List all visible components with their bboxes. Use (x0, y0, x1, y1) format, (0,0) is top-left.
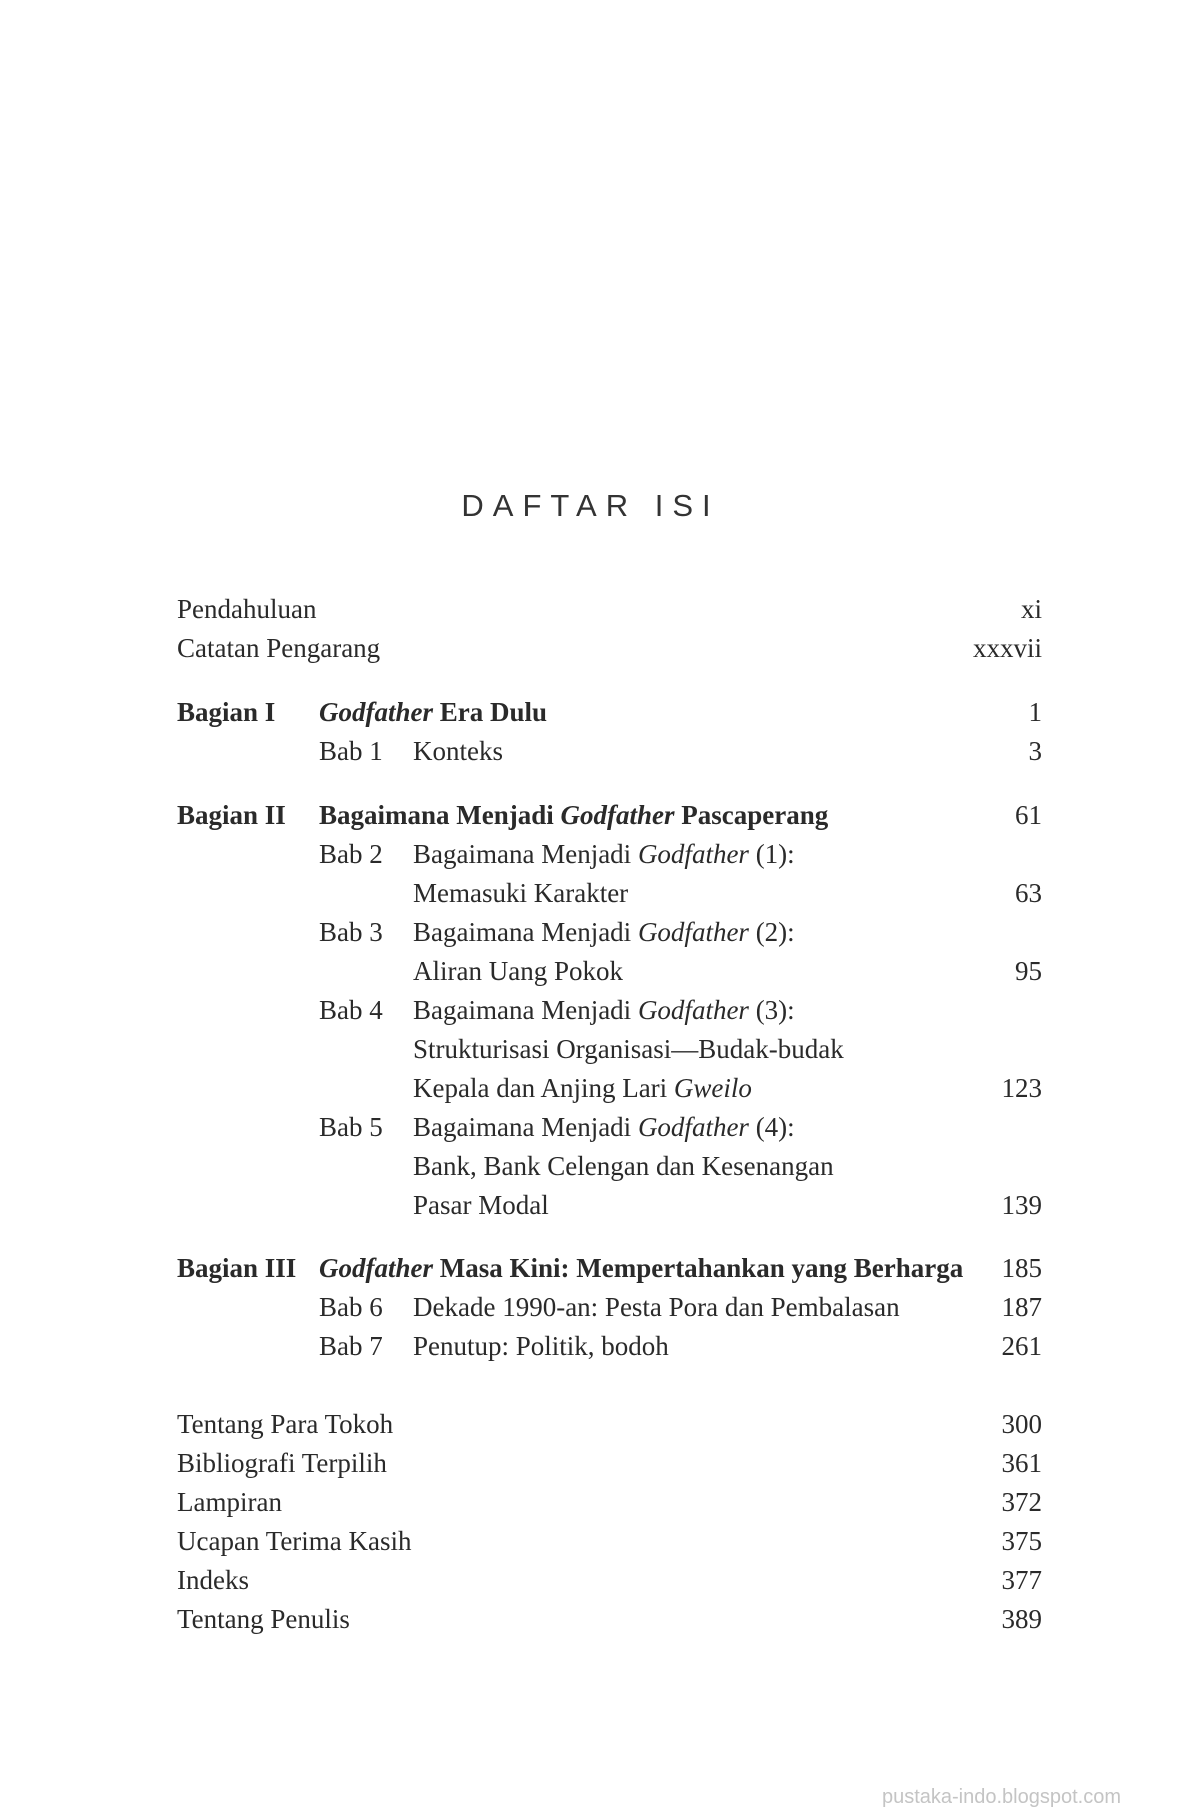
toc-chapter-5-cont (177, 1187, 1042, 1223)
entry-label: Pendahuluan (177, 594, 317, 624)
chapter-page: 139 (1001, 1190, 1042, 1220)
entry-label: Lampiran (177, 1487, 282, 1517)
chapter-title-line: Strukturisasi Organisasi—Budak-budak (413, 1034, 844, 1064)
entry-page: xxxvii (972, 633, 1042, 663)
chapter-title-line: Bagaimana Menjadi Godfather (3): (413, 995, 795, 1025)
entry-label: Ucapan Terima Kasih (177, 1526, 412, 1556)
toc-chapter-1 (177, 733, 1042, 769)
chapter-label: Bab 2 (319, 839, 383, 869)
chapter-page: 123 (1001, 1073, 1042, 1103)
chapter-label: Bab 1 (319, 736, 383, 766)
chapter-title-line: Pasar Modal (413, 1190, 549, 1220)
entry-page: 361 (1001, 1448, 1042, 1478)
part-page: 185 (1001, 1253, 1042, 1283)
entry-page: 375 (1001, 1526, 1042, 1556)
toc-entry-catatan-pengarang (177, 630, 1042, 666)
part-title: Bagaimana Menjadi Godfather Pascaperang (319, 800, 829, 830)
chapter-title-line: Bagaimana Menjadi Godfather (2): (413, 917, 795, 947)
toc-chapter-6 (177, 1289, 1042, 1325)
toc-entry-tentang-penulis (177, 1601, 1042, 1637)
watermark: pustaka-indo.blogspot.com (881, 1786, 1121, 1808)
chapter-label: Bab 7 (319, 1331, 383, 1361)
toc-chapter-2-cont (177, 875, 1042, 911)
chapter-label: Bab 6 (319, 1292, 383, 1322)
entry-label: Bibliografi Terpilih (177, 1448, 387, 1478)
chapter-page: 187 (1001, 1292, 1042, 1322)
toc-entry-ucapan (177, 1523, 1042, 1559)
toc-chapter-4-cont (177, 1070, 1042, 1106)
part-label: Bagian II (177, 800, 286, 830)
chapter-title-line: Kepala dan Anjing Lari Gweilo (413, 1073, 752, 1103)
entry-label: Tentang Para Tokoh (177, 1409, 394, 1439)
page-title: DAFTAR ISI (461, 488, 720, 523)
toc-part-2 (177, 797, 1042, 833)
toc-entry-bibliografi (177, 1445, 1042, 1481)
entry-label: Tentang Penulis (177, 1604, 350, 1634)
entry-label: Indeks (177, 1565, 249, 1595)
toc-entry-pendahuluan (177, 591, 1042, 627)
chapter-page: 63 (1015, 878, 1042, 908)
chapter-title-line: Bank, Bank Celengan dan Kesenangan (413, 1151, 834, 1181)
chapter-title: Dekade 1990-an: Pesta Pora dan Pembalasan (413, 1292, 900, 1322)
part-title: Godfather Masa Kini: Mempertahankan yang Berharga (319, 1253, 964, 1283)
entry-page: 377 (1001, 1565, 1042, 1595)
chapter-page: 261 (1001, 1331, 1042, 1361)
chapter-title-line: Bagaimana Menjadi Godfather (4): (413, 1112, 795, 1142)
chapter-title: Penutup: Politik, bodoh (413, 1331, 669, 1361)
part-label: Bagian I (177, 697, 276, 727)
chapter-page: 95 (1015, 956, 1042, 986)
chapter-label: Bab 4 (319, 995, 383, 1025)
toc-chapter-4-cont (177, 1031, 1042, 1067)
toc-part-3 (177, 1250, 1042, 1286)
chapter-page: 3 (1028, 736, 1042, 766)
chapter-label: Bab 5 (319, 1112, 383, 1142)
part-page: 61 (1015, 800, 1042, 830)
toc-entry-tentang-para-tokoh (177, 1406, 1042, 1442)
toc-chapter-5-cont (177, 1148, 1042, 1184)
toc-chapter-7 (177, 1328, 1042, 1364)
toc-chapter-3-cont (177, 953, 1042, 989)
entry-page: 372 (1001, 1487, 1042, 1517)
toc-entry-indeks (177, 1562, 1042, 1598)
toc-part-1 (177, 694, 1042, 730)
part-label: Bagian III (177, 1253, 297, 1283)
entry-page: xi (1020, 594, 1042, 624)
part-page: 1 (1028, 697, 1042, 727)
chapter-title: Konteks (413, 736, 503, 766)
toc-chapter-5 (177, 1109, 1042, 1145)
chapter-label: Bab 3 (319, 917, 383, 947)
entry-page: 389 (1001, 1604, 1042, 1634)
chapter-title-line: Aliran Uang Pokok (413, 956, 623, 986)
chapter-title-line: Bagaimana Menjadi Godfather (1): (413, 839, 795, 869)
toc-chapter-4 (177, 992, 1042, 1028)
toc-chapter-3 (177, 914, 1042, 950)
toc-chapter-2 (177, 836, 1042, 872)
chapter-title-line: Memasuki Karakter (413, 878, 629, 908)
entry-label: Catatan Pengarang (177, 633, 381, 663)
entry-page: 300 (1001, 1409, 1042, 1439)
toc-entry-lampiran (177, 1484, 1042, 1520)
part-title: Godfather Era Dulu (319, 697, 548, 727)
